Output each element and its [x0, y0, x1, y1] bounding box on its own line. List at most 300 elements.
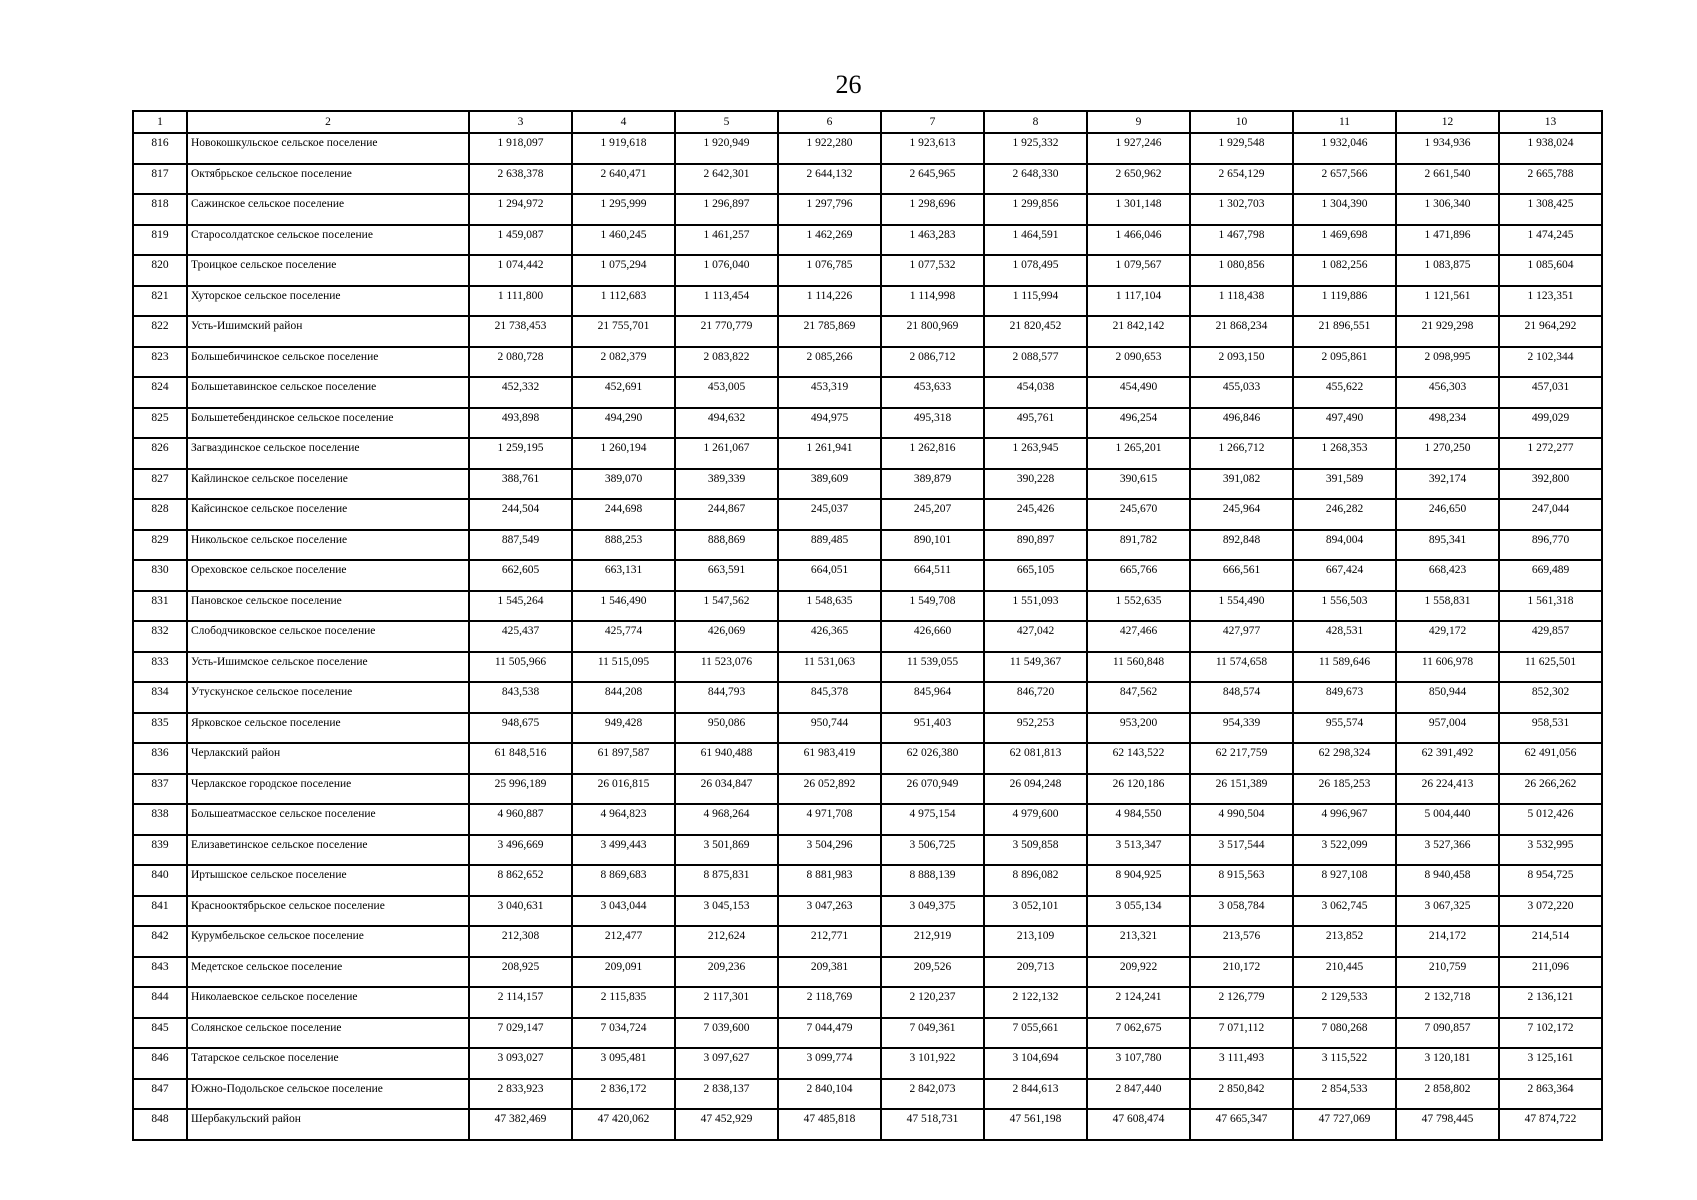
- row-number-cell: 826: [133, 438, 187, 469]
- value-cell: 1 471,896: [1396, 225, 1499, 256]
- value-cell: 2 118,769: [778, 987, 881, 1018]
- value-cell: 3 501,869: [675, 835, 778, 866]
- value-cell: 3 062,745: [1293, 896, 1396, 927]
- value-cell: 1 301,148: [1087, 194, 1190, 225]
- value-cell: 3 111,493: [1190, 1048, 1293, 1079]
- row-number-cell: 845: [133, 1018, 187, 1049]
- value-cell: 427,042: [984, 621, 1087, 652]
- value-cell: 955,574: [1293, 713, 1396, 744]
- value-cell: 392,800: [1499, 469, 1602, 500]
- value-cell: 1 083,875: [1396, 255, 1499, 286]
- value-cell: 664,511: [881, 560, 984, 591]
- value-cell: 845,378: [778, 682, 881, 713]
- table-row: [133, 1109, 1602, 1140]
- value-cell: 2 115,835: [572, 987, 675, 1018]
- value-cell: 26 070,949: [881, 774, 984, 805]
- value-cell: 2 661,540: [1396, 164, 1499, 195]
- value-cell: 2 086,712: [881, 347, 984, 378]
- value-cell: 3 058,784: [1190, 896, 1293, 927]
- value-cell: 1 474,245: [1499, 225, 1602, 256]
- table-row: [133, 408, 1602, 439]
- value-cell: 950,086: [675, 713, 778, 744]
- value-cell: 1 265,201: [1087, 438, 1190, 469]
- value-cell: 8 869,683: [572, 865, 675, 896]
- value-cell: 1 929,548: [1190, 133, 1293, 164]
- table-row: [133, 987, 1602, 1018]
- value-cell: 1 076,785: [778, 255, 881, 286]
- municipality-name-cell: Южно-Подольское сельское поселение: [187, 1079, 469, 1110]
- value-cell: 2 858,802: [1396, 1079, 1499, 1110]
- value-cell: 1 272,277: [1499, 438, 1602, 469]
- value-cell: 47 798,445: [1396, 1109, 1499, 1140]
- value-cell: 2 080,728: [469, 347, 572, 378]
- value-cell: 212,919: [881, 926, 984, 957]
- value-cell: 47 382,469: [469, 1109, 572, 1140]
- value-cell: 1 123,351: [1499, 286, 1602, 317]
- value-cell: 2 842,073: [881, 1079, 984, 1110]
- value-cell: 2 085,266: [778, 347, 881, 378]
- value-cell: 887,549: [469, 530, 572, 561]
- table-row: [133, 286, 1602, 317]
- value-cell: 844,793: [675, 682, 778, 713]
- value-cell: 1 938,024: [1499, 133, 1602, 164]
- row-number-cell: 848: [133, 1109, 187, 1140]
- value-cell: 1 461,257: [675, 225, 778, 256]
- value-cell: 4 996,967: [1293, 804, 1396, 835]
- value-cell: 7 090,857: [1396, 1018, 1499, 1049]
- value-cell: 847,562: [1087, 682, 1190, 713]
- municipality-name-cell: Медетское сельское поселение: [187, 957, 469, 988]
- row-number-cell: 824: [133, 377, 187, 408]
- value-cell: 26 120,186: [1087, 774, 1190, 805]
- value-cell: 2 650,962: [1087, 164, 1190, 195]
- value-cell: 425,437: [469, 621, 572, 652]
- row-number-cell: 838: [133, 804, 187, 835]
- value-cell: 4 990,504: [1190, 804, 1293, 835]
- value-cell: 846,720: [984, 682, 1087, 713]
- value-cell: 3 052,101: [984, 896, 1087, 927]
- municipality-name-cell: Утускунское сельское поселение: [187, 682, 469, 713]
- value-cell: 1 919,618: [572, 133, 675, 164]
- value-cell: 1 462,269: [778, 225, 881, 256]
- value-cell: 1 260,194: [572, 438, 675, 469]
- value-cell: 1 927,246: [1087, 133, 1190, 164]
- value-cell: 3 532,995: [1499, 835, 1602, 866]
- value-cell: 2 863,364: [1499, 1079, 1602, 1110]
- value-cell: 3 097,627: [675, 1048, 778, 1079]
- value-cell: 845,964: [881, 682, 984, 713]
- column-header: 10: [1190, 111, 1293, 133]
- value-cell: 26 224,413: [1396, 774, 1499, 805]
- value-cell: 210,172: [1190, 957, 1293, 988]
- value-cell: 21 964,292: [1499, 316, 1602, 347]
- value-cell: 11 515,095: [572, 652, 675, 683]
- value-cell: 3 513,347: [1087, 835, 1190, 866]
- page-number: 26: [835, 70, 862, 99]
- value-cell: 889,485: [778, 530, 881, 561]
- value-cell: 3 072,220: [1499, 896, 1602, 927]
- value-cell: 1 549,708: [881, 591, 984, 622]
- value-cell: 21 738,453: [469, 316, 572, 347]
- row-number-cell: 818: [133, 194, 187, 225]
- row-number-cell: 819: [133, 225, 187, 256]
- value-cell: 663,591: [675, 560, 778, 591]
- value-cell: 2 847,440: [1087, 1079, 1190, 1110]
- value-cell: 211,096: [1499, 957, 1602, 988]
- value-cell: 1 113,454: [675, 286, 778, 317]
- value-cell: 850,944: [1396, 682, 1499, 713]
- column-header: 8: [984, 111, 1087, 133]
- value-cell: 957,004: [1396, 713, 1499, 744]
- value-cell: 62 026,380: [881, 743, 984, 774]
- value-cell: 892,848: [1190, 530, 1293, 561]
- value-cell: 1 298,696: [881, 194, 984, 225]
- value-cell: 5 012,426: [1499, 804, 1602, 835]
- value-cell: 47 485,818: [778, 1109, 881, 1140]
- value-cell: 4 984,550: [1087, 804, 1190, 835]
- value-cell: 1 085,604: [1499, 255, 1602, 286]
- value-cell: 1 922,280: [778, 133, 881, 164]
- value-cell: 3 099,774: [778, 1048, 881, 1079]
- value-cell: 494,632: [675, 408, 778, 439]
- value-cell: 1 459,087: [469, 225, 572, 256]
- value-cell: 1 078,495: [984, 255, 1087, 286]
- value-cell: 7 071,112: [1190, 1018, 1293, 1049]
- value-cell: 11 574,658: [1190, 652, 1293, 683]
- table-row: [133, 255, 1602, 286]
- value-cell: 1 080,856: [1190, 255, 1293, 286]
- value-cell: 8 896,082: [984, 865, 1087, 896]
- municipality-name-cell: Кайлинское сельское поселение: [187, 469, 469, 500]
- value-cell: 7 034,724: [572, 1018, 675, 1049]
- value-cell: 7 062,675: [1087, 1018, 1190, 1049]
- value-cell: 1 074,442: [469, 255, 572, 286]
- table-row: [133, 1018, 1602, 1049]
- value-cell: 1 111,800: [469, 286, 572, 317]
- value-cell: 1 561,318: [1499, 591, 1602, 622]
- value-cell: 499,029: [1499, 408, 1602, 439]
- value-cell: 3 120,181: [1396, 1048, 1499, 1079]
- value-cell: 389,609: [778, 469, 881, 500]
- value-cell: 453,633: [881, 377, 984, 408]
- value-cell: 26 151,389: [1190, 774, 1293, 805]
- value-cell: 1 918,097: [469, 133, 572, 164]
- value-cell: 495,761: [984, 408, 1087, 439]
- value-cell: 2 136,121: [1499, 987, 1602, 1018]
- municipality-name-cell: Старосолдатское сельское поселение: [187, 225, 469, 256]
- value-cell: 244,698: [572, 499, 675, 530]
- value-cell: 2 833,923: [469, 1079, 572, 1110]
- table-row: [133, 377, 1602, 408]
- value-cell: 1 268,353: [1293, 438, 1396, 469]
- value-cell: 427,466: [1087, 621, 1190, 652]
- table-row: [133, 499, 1602, 530]
- table-row: [133, 560, 1602, 591]
- value-cell: 1 302,703: [1190, 194, 1293, 225]
- value-cell: 209,381: [778, 957, 881, 988]
- table-row: [133, 469, 1602, 500]
- value-cell: 3 093,027: [469, 1048, 572, 1079]
- table-row: [133, 1079, 1602, 1110]
- value-cell: 26 034,847: [675, 774, 778, 805]
- row-number-cell: 831: [133, 591, 187, 622]
- value-cell: 21 755,701: [572, 316, 675, 347]
- value-cell: 843,538: [469, 682, 572, 713]
- value-cell: 2 844,613: [984, 1079, 1087, 1110]
- value-cell: 3 047,263: [778, 896, 881, 927]
- column-header: 4: [572, 111, 675, 133]
- value-cell: 663,131: [572, 560, 675, 591]
- value-cell: 4 975,154: [881, 804, 984, 835]
- value-cell: 953,200: [1087, 713, 1190, 744]
- municipality-name-cell: Курумбельское сельское поселение: [187, 926, 469, 957]
- value-cell: 214,172: [1396, 926, 1499, 957]
- value-cell: 3 101,922: [881, 1048, 984, 1079]
- value-cell: 662,605: [469, 560, 572, 591]
- row-number-cell: 820: [133, 255, 187, 286]
- value-cell: 1 270,250: [1396, 438, 1499, 469]
- value-cell: 47 518,731: [881, 1109, 984, 1140]
- table-row: [133, 865, 1602, 896]
- value-cell: 62 081,813: [984, 743, 1087, 774]
- row-number-cell: 840: [133, 865, 187, 896]
- value-cell: 246,650: [1396, 499, 1499, 530]
- value-cell: 452,691: [572, 377, 675, 408]
- value-cell: 2 102,344: [1499, 347, 1602, 378]
- value-cell: 426,069: [675, 621, 778, 652]
- value-cell: 62 391,492: [1396, 743, 1499, 774]
- value-cell: 425,774: [572, 621, 675, 652]
- value-cell: 7 044,479: [778, 1018, 881, 1049]
- value-cell: 2 854,533: [1293, 1079, 1396, 1110]
- value-cell: 1 460,245: [572, 225, 675, 256]
- value-cell: 494,290: [572, 408, 675, 439]
- value-cell: 11 539,055: [881, 652, 984, 683]
- value-cell: 62 217,759: [1190, 743, 1293, 774]
- municipality-name-cell: Октябрьское сельское поселение: [187, 164, 469, 195]
- value-cell: 1 306,340: [1396, 194, 1499, 225]
- value-cell: 2 120,237: [881, 987, 984, 1018]
- value-cell: 209,091: [572, 957, 675, 988]
- value-cell: 494,975: [778, 408, 881, 439]
- value-cell: 669,489: [1499, 560, 1602, 591]
- value-cell: 2 642,301: [675, 164, 778, 195]
- value-cell: 1 295,999: [572, 194, 675, 225]
- value-cell: 3 049,375: [881, 896, 984, 927]
- value-cell: 1 296,897: [675, 194, 778, 225]
- value-cell: 62 298,324: [1293, 743, 1396, 774]
- value-cell: 244,867: [675, 499, 778, 530]
- value-cell: 664,051: [778, 560, 881, 591]
- value-cell: 952,253: [984, 713, 1087, 744]
- value-cell: 2 648,330: [984, 164, 1087, 195]
- value-cell: 852,302: [1499, 682, 1602, 713]
- municipality-name-cell: Большеатмасское сельское поселение: [187, 804, 469, 835]
- value-cell: 1 923,613: [881, 133, 984, 164]
- value-cell: 8 862,652: [469, 865, 572, 896]
- value-cell: 2 638,378: [469, 164, 572, 195]
- column-header: 7: [881, 111, 984, 133]
- value-cell: 3 125,161: [1499, 1048, 1602, 1079]
- value-cell: 2 665,788: [1499, 164, 1602, 195]
- value-cell: 7 039,600: [675, 1018, 778, 1049]
- value-cell: 1 117,104: [1087, 286, 1190, 317]
- value-cell: 244,504: [469, 499, 572, 530]
- value-cell: 668,423: [1396, 560, 1499, 591]
- table-row: [133, 164, 1602, 195]
- value-cell: 11 625,501: [1499, 652, 1602, 683]
- value-cell: 427,977: [1190, 621, 1293, 652]
- value-cell: 212,771: [778, 926, 881, 957]
- value-cell: 453,319: [778, 377, 881, 408]
- value-cell: 3 055,134: [1087, 896, 1190, 927]
- value-cell: 7 080,268: [1293, 1018, 1396, 1049]
- value-cell: 1 463,283: [881, 225, 984, 256]
- municipality-name-cell: Николаевское сельское поселение: [187, 987, 469, 1018]
- value-cell: 1 118,438: [1190, 286, 1293, 317]
- value-cell: 47 608,474: [1087, 1109, 1190, 1140]
- row-number-cell: 834: [133, 682, 187, 713]
- municipality-name-cell: Большетебендинское сельское поселение: [187, 408, 469, 439]
- value-cell: 455,622: [1293, 377, 1396, 408]
- value-cell: 1 556,503: [1293, 591, 1396, 622]
- value-cell: 455,033: [1190, 377, 1293, 408]
- value-cell: 496,846: [1190, 408, 1293, 439]
- value-cell: 665,105: [984, 560, 1087, 591]
- row-number-cell: 835: [133, 713, 187, 744]
- municipality-name-cell: Ярковское сельское поселение: [187, 713, 469, 744]
- value-cell: 1 934,936: [1396, 133, 1499, 164]
- value-cell: 2 838,137: [675, 1079, 778, 1110]
- value-cell: 3 506,725: [881, 835, 984, 866]
- value-cell: 3 504,296: [778, 835, 881, 866]
- value-cell: 8 904,925: [1087, 865, 1190, 896]
- value-cell: 209,526: [881, 957, 984, 988]
- value-cell: 3 040,631: [469, 896, 572, 927]
- value-cell: 896,770: [1499, 530, 1602, 561]
- value-cell: 2 644,132: [778, 164, 881, 195]
- value-cell: 1 469,698: [1293, 225, 1396, 256]
- value-cell: 1 546,490: [572, 591, 675, 622]
- table-row: [133, 682, 1602, 713]
- value-cell: 1 121,561: [1396, 286, 1499, 317]
- value-cell: 21 896,551: [1293, 316, 1396, 347]
- value-cell: 3 115,522: [1293, 1048, 1396, 1079]
- value-cell: 848,574: [1190, 682, 1293, 713]
- value-cell: 949,428: [572, 713, 675, 744]
- value-cell: 958,531: [1499, 713, 1602, 744]
- row-number-cell: 842: [133, 926, 187, 957]
- table-row: [133, 804, 1602, 835]
- value-cell: 2 836,172: [572, 1079, 675, 1110]
- municipality-name-cell: Усть-Ишимское сельское поселение: [187, 652, 469, 683]
- value-cell: 1 114,998: [881, 286, 984, 317]
- table-row: [133, 1048, 1602, 1079]
- municipality-name-cell: Большетавинское сельское поселение: [187, 377, 469, 408]
- municipality-name-cell: Новокошкульское сельское поселение: [187, 133, 469, 164]
- value-cell: 3 509,858: [984, 835, 1087, 866]
- value-cell: 247,044: [1499, 499, 1602, 530]
- value-cell: 212,624: [675, 926, 778, 957]
- value-cell: 1 079,567: [1087, 255, 1190, 286]
- column-header: 13: [1499, 111, 1602, 133]
- value-cell: 2 640,471: [572, 164, 675, 195]
- column-header: 1: [133, 111, 187, 133]
- value-cell: 214,514: [1499, 926, 1602, 957]
- municipality-name-cell: Слободчиковское сельское поселение: [187, 621, 469, 652]
- row-number-cell: 843: [133, 957, 187, 988]
- value-cell: 2 082,379: [572, 347, 675, 378]
- value-cell: 11 589,646: [1293, 652, 1396, 683]
- municipality-name-cell: Краснооктябрьское сельское поселение: [187, 896, 469, 927]
- value-cell: 3 522,099: [1293, 835, 1396, 866]
- row-number-cell: 816: [133, 133, 187, 164]
- value-cell: 428,531: [1293, 621, 1396, 652]
- value-cell: 890,101: [881, 530, 984, 561]
- value-cell: 2 088,577: [984, 347, 1087, 378]
- value-cell: 1 294,972: [469, 194, 572, 225]
- value-cell: 457,031: [1499, 377, 1602, 408]
- value-cell: 894,004: [1293, 530, 1396, 561]
- value-cell: 1 932,046: [1293, 133, 1396, 164]
- table-row: [133, 713, 1602, 744]
- value-cell: 1 554,490: [1190, 591, 1293, 622]
- municipality-name-cell: Большебичинское сельское поселение: [187, 347, 469, 378]
- value-cell: 3 527,366: [1396, 835, 1499, 866]
- value-cell: 2 129,533: [1293, 987, 1396, 1018]
- value-cell: 1 548,635: [778, 591, 881, 622]
- row-number-cell: 822: [133, 316, 187, 347]
- value-cell: 667,424: [1293, 560, 1396, 591]
- value-cell: 1 545,264: [469, 591, 572, 622]
- value-cell: 389,339: [675, 469, 778, 500]
- value-cell: 4 964,823: [572, 804, 675, 835]
- row-number-cell: 833: [133, 652, 187, 683]
- value-cell: 1 304,390: [1293, 194, 1396, 225]
- value-cell: 213,576: [1190, 926, 1293, 957]
- value-cell: 1 551,093: [984, 591, 1087, 622]
- table-row: [133, 774, 1602, 805]
- value-cell: 8 875,831: [675, 865, 778, 896]
- value-cell: 26 094,248: [984, 774, 1087, 805]
- table-row: [133, 194, 1602, 225]
- municipality-name-cell: Троицкое сельское поселение: [187, 255, 469, 286]
- column-header: 2: [187, 111, 469, 133]
- value-cell: 2 117,301: [675, 987, 778, 1018]
- value-cell: 665,766: [1087, 560, 1190, 591]
- value-cell: 8 915,563: [1190, 865, 1293, 896]
- table-row: [133, 347, 1602, 378]
- value-cell: 2 095,861: [1293, 347, 1396, 378]
- table-row: [133, 530, 1602, 561]
- value-cell: 1 558,831: [1396, 591, 1499, 622]
- value-cell: 1 299,856: [984, 194, 1087, 225]
- value-cell: 8 881,983: [778, 865, 881, 896]
- value-cell: 2 126,779: [1190, 987, 1293, 1018]
- value-cell: 61 983,419: [778, 743, 881, 774]
- value-cell: 1 263,945: [984, 438, 1087, 469]
- municipality-name-cell: Кайсинское сельское поселение: [187, 499, 469, 530]
- value-cell: 426,660: [881, 621, 984, 652]
- value-cell: 21 785,869: [778, 316, 881, 347]
- table-row: [133, 225, 1602, 256]
- municipality-name-cell: Хуторское сельское поселение: [187, 286, 469, 317]
- table-row: [133, 591, 1602, 622]
- value-cell: 2 840,104: [778, 1079, 881, 1110]
- value-cell: 3 067,325: [1396, 896, 1499, 927]
- value-cell: 1 076,040: [675, 255, 778, 286]
- value-cell: 498,234: [1396, 408, 1499, 439]
